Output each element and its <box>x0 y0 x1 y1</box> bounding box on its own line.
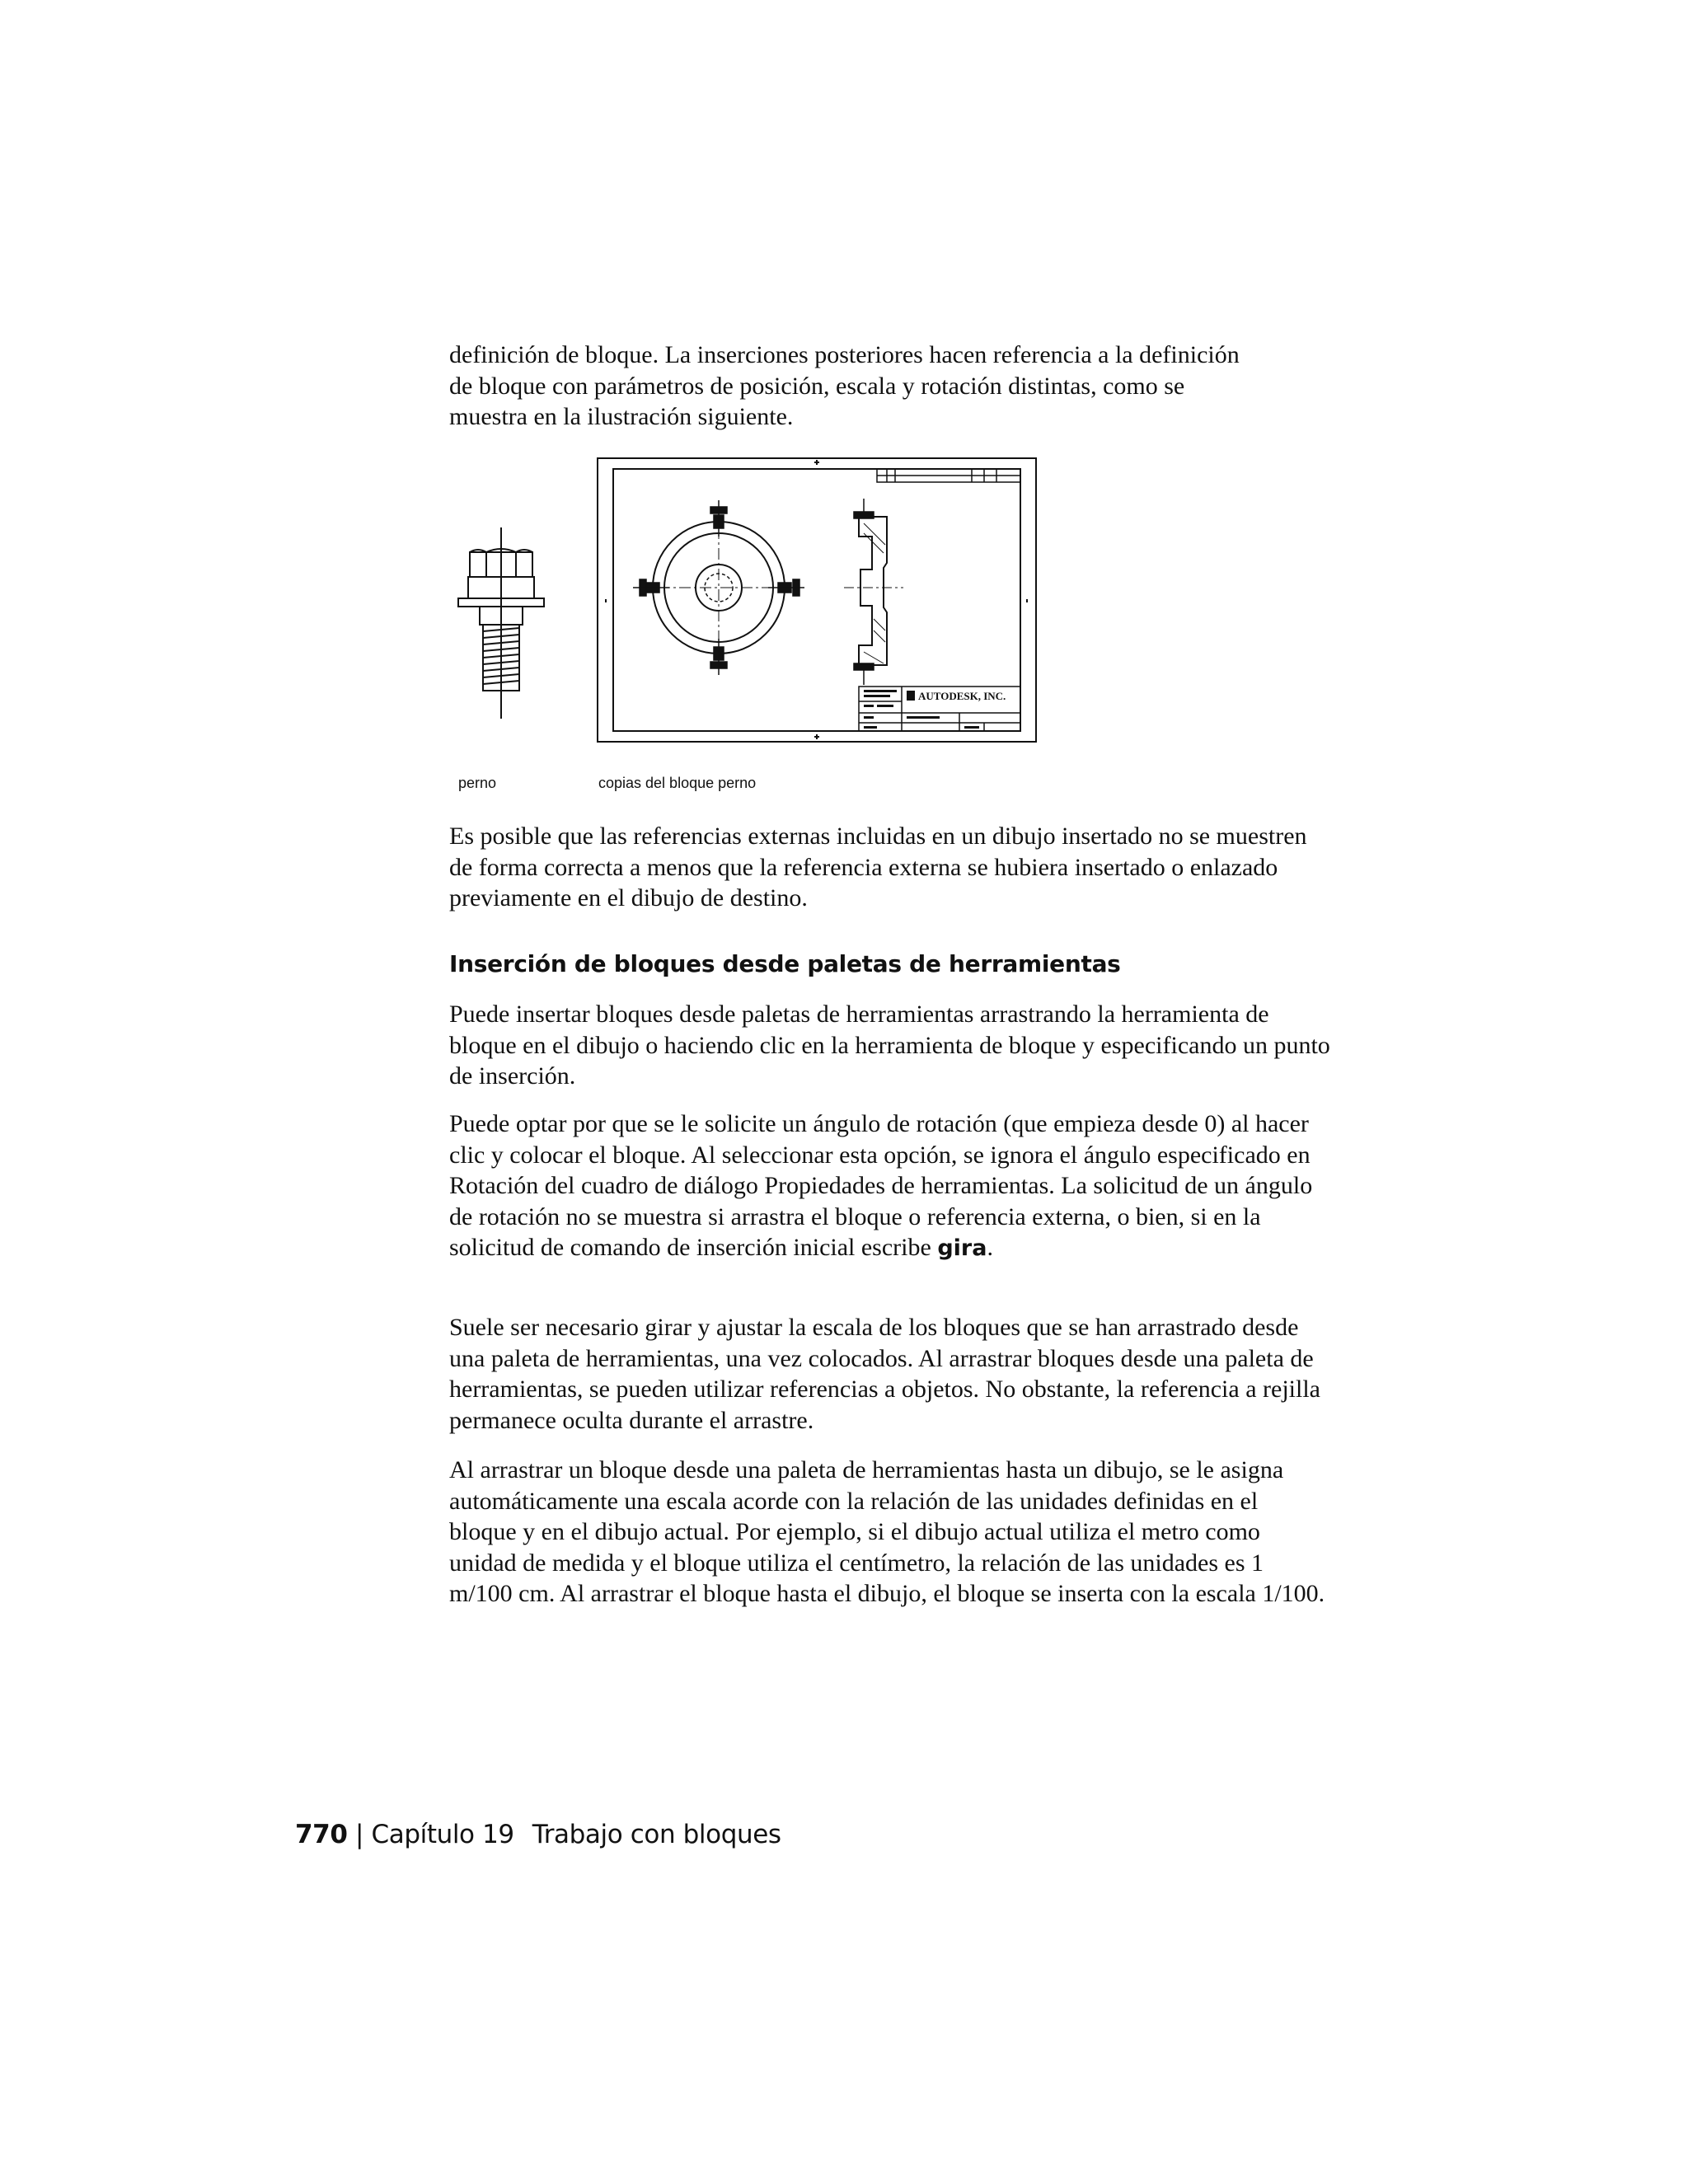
paragraph-1: Puede insertar bloques desde paletas de herramientas arrastrando la herramienta de bloque en el dibujo o haciendo clic en la herramienta de bloque y especificando un punto de inserción. <box>449 1001 1330 1090</box>
section-heading: Inserción de bloques desde paletas de herramientas <box>449 950 1121 977</box>
paragraph-4: Al arrastrar un bloque desde una paleta de herramientas hasta un dibujo, se le asigna automáticamente una escala acorde con la relación de las unidades definidas en el bloque y en el dibujo actual. Por ejemplo, si el dibujo actual utiliza el metro como unidad de medida y el bloque utiliza el centímetro, la relación de las unidades es 1 m/100 cm. Al arrastrar el bloque hasta el dibujo, el bloque se inserta con la escala 1/100. <box>449 1456 1325 1607</box>
drawing-sheet <box>597 457 1038 744</box>
page-footer <box>295 1820 781 1849</box>
caption-perno: perno <box>458 775 497 791</box>
paragraph-2 <box>449 1108 1331 1264</box>
footer-separator: | <box>354 1820 364 1849</box>
command-keyword: gira <box>937 1235 987 1261</box>
chapter-label: Capítulo 19 <box>371 1820 514 1849</box>
intro-line-3: muestra en la ilustración siguiente. <box>449 403 794 430</box>
chapter-title: Trabajo con bloques <box>532 1820 781 1849</box>
intro-line-1: definición de bloque. La inserciones posteriores hacen referencia a la definición <box>449 341 1240 368</box>
xref-paragraph: Es posible que las referencias externas incluidas en un dibujo insertado no se muestren de forma correcta a menos que la referencia externa se hubiera insertado o enlazado previamente en el dibujo de destino. <box>449 823 1307 912</box>
caption-block-copies: copias del bloque perno <box>598 775 757 791</box>
paragraph-2-end: . <box>987 1234 993 1261</box>
bolt-drawing <box>452 527 551 725</box>
page-number: 770 <box>295 1820 348 1849</box>
intro-paragraph <box>449 340 1331 433</box>
intro-line-2: de bloque con parámetros de posición, escala y rotación distintas, como se <box>449 372 1185 400</box>
paragraph-3: Suele ser necesario girar y ajustar la escala de los bloques que se han arrastrado desde una paleta de herramientas, una vez colocados. Al arrastrar bloques desde una paleta de herramientas, se pueden utilizar referencias a objetos. No obstante, la referencia a rejilla permanece oculta durante el arrastre. <box>449 1314 1320 1434</box>
title-block-text: AUTODESK, INC. <box>918 690 1006 702</box>
paragraph-2-text: Puede optar por que se le solicite un ángulo de rotación (que empieza desde 0) al hacer clic y colocar el bloque. Al seleccionar esta opción, se ignora el ángulo especificado en Rotación del cuadro de diálogo Propiedades de herramientas. La solicitud de un ángulo de rotación no se muestra si arrastra el bloque o referencia externa, o bien, si en la solicitud de comando de inserción inicial escribe <box>449 1110 1313 1261</box>
